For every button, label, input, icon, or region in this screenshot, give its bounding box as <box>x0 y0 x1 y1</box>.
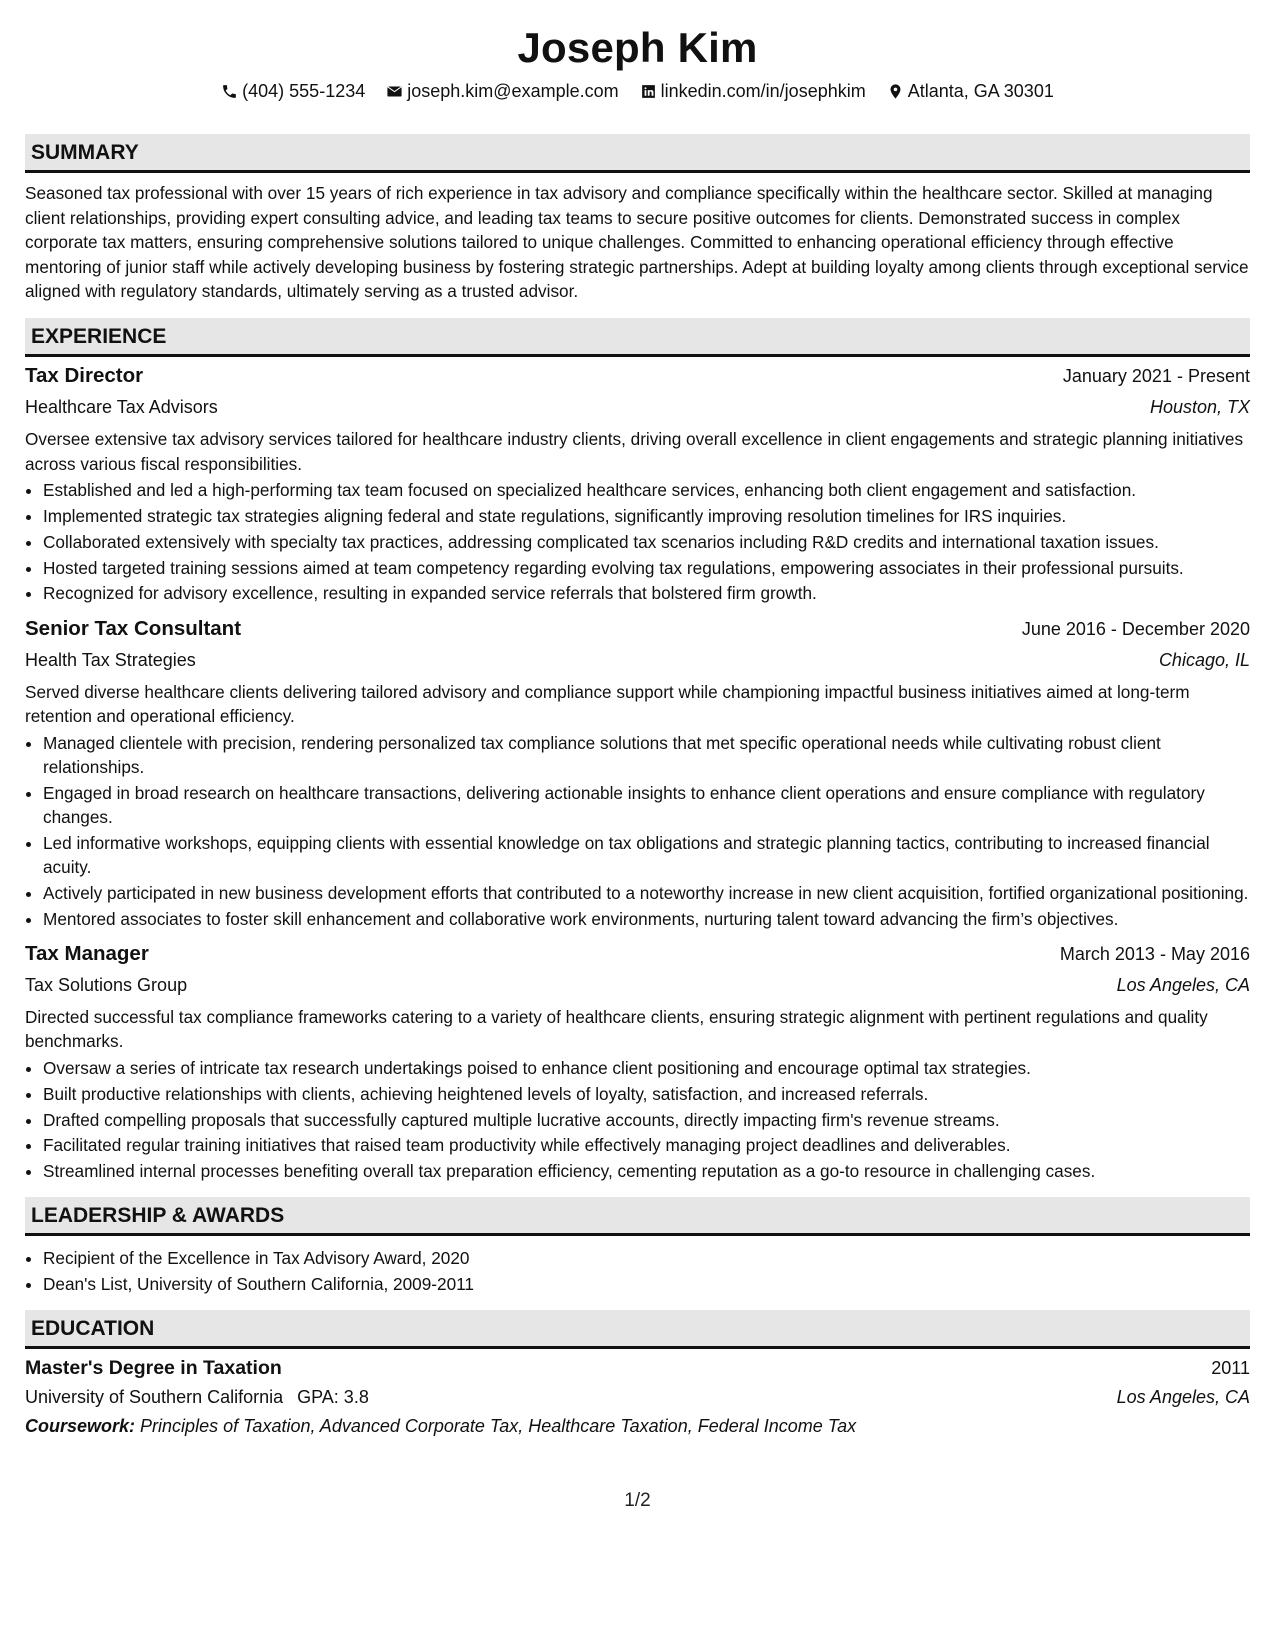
list-item: • Actively participated in new business development efforts that contributed to a noteworthy increase in new client acquisition, fortified organizational positioning. <box>43 881 1250 905</box>
summary-text: Seasoned tax professional with over 15 years of rich experience in tax advisory and compliance specifically within the healthcare sector. Skilled at managing client relationships, providing expert consulting advice, and leading tax teams to secure positive outcomes for clients. Demonstrated success in complex corporate tax matters, ensuring comprehensive solutions tailored to unique challenges. Committed to enhancing operational efficiency through effective mentoring of junior staff while actively developing business by fostering strategic partnerships. Adept at building loyalty among clients through exceptional service aligned with regulatory standards, ultimately serving as a trusted advisor. <box>25 183 1249 302</box>
linkedin-icon <box>640 83 657 100</box>
coursework-line <box>25 1411 1250 1441</box>
job-description: Directed successful tax compliance frameworks catering to a variety of healthcare clients, ensuring strategic alignment with pertinent regulations and quality benchmarks. <box>25 1006 1208 1052</box>
linkedin-text[interactable]: linkedin.com/in/josephkim <box>660 81 866 101</box>
job-description: Oversee extensive tax advisory services tailored for healthcare industry clients, driving overall excellence in client engagements and strategic planning initiatives across various fiscal responsibilities. <box>25 428 1244 474</box>
job-description: Served diverse healthcare clients delivering tailored advisory and compliance support while championing impactful business initiatives aimed at long-term retention and operational efficiency. <box>25 681 1190 727</box>
school-location: Los Angeles, CA <box>1116 1387 1250 1408</box>
phone-text: (404) 555-1234 <box>242 81 366 101</box>
job-entry <box>25 614 1250 931</box>
job-title: Tax Director <box>25 363 144 387</box>
job-location: Chicago, IL <box>1158 649 1250 670</box>
awards-list <box>25 1246 1250 1296</box>
list-item: • Oversaw a series of intricate tax research undertakings poised to enhance client positioning and encourage optimal tax strategies. <box>43 1056 1250 1080</box>
list-item: • Collaborated extensively with specialty tax practices, addressing complicated tax scenarios including R&D credits and international taxation issues. <box>43 530 1250 554</box>
phone-icon <box>221 83 238 100</box>
coursework-list: Principles of Taxation, Advanced Corporate Tax, Healthcare Taxation, Federal Income Tax <box>140 1416 857 1437</box>
job-title: Senior Tax Consultant <box>25 616 242 640</box>
job-dates: January 2021 - Present <box>1062 365 1250 386</box>
list-item: • Engaged in broad research on healthcare transactions, delivering actionable insights to enhance client operations and ensure compliance with regulatory changes. <box>43 781 1250 829</box>
job-company: Tax Solutions Group <box>25 974 188 995</box>
list-item: • Recognized for advisory excellence, resulting in expanded service referrals that bolstered firm growth. <box>43 581 1250 605</box>
list-item: • Managed clientele with precision, rendering personalized tax compliance solutions that met specific operational needs while cultivating robust client relationships. <box>43 731 1250 779</box>
job-company: Healthcare Tax Advisors <box>25 396 218 417</box>
gpa: GPA: 3.8 <box>297 1387 369 1408</box>
page-number: 1/2 <box>624 1490 651 1511</box>
list-item: • Dean's List, University of Southern California, 2009-2011 <box>43 1272 1250 1296</box>
section-heading-summary: SUMMARY <box>25 134 1250 173</box>
job-title: Tax Manager <box>25 941 149 965</box>
coursework-label: Coursework: <box>25 1416 136 1437</box>
job-dates: June 2016 - December 2020 <box>1021 618 1250 639</box>
list-item: • Built productive relationships with clients, achieving heightened levels of loyalty, satisfaction, and increased referrals. <box>43 1082 1250 1106</box>
job-bullets <box>25 1056 1250 1183</box>
job-dates: March 2013 - May 2016 <box>1059 943 1250 964</box>
resume-page <box>25 22 1250 1441</box>
list-item: • Streamlined internal processes benefiting overall tax preparation efficiency, cementing reputation as a go-to resource in challenging cases. <box>43 1159 1250 1183</box>
job-entry <box>25 939 1250 1184</box>
job-bullets <box>25 478 1250 605</box>
contact-location <box>887 78 1054 104</box>
education-entry <box>25 1353 1250 1441</box>
section-heading-leadership: LEADERSHIP & AWARDS <box>25 1197 1250 1236</box>
degree: Master's Degree in Taxation <box>25 1357 282 1380</box>
list-item: • Facilitated regular training initiatives that raised team productivity while effectively managing project deadlines and deliverables. <box>43 1133 1250 1157</box>
email-text[interactable]: joseph.kim@example.com <box>407 81 619 101</box>
list-item: • Hosted targeted training sessions aimed at team competency regarding evolving tax regulations, empowering associates in their professional pursuits. <box>43 556 1250 580</box>
contact-email[interactable] <box>386 78 618 104</box>
job-entry <box>25 361 1250 606</box>
graduation-year: 2011 <box>1211 1358 1250 1379</box>
section-heading-education: EDUCATION <box>25 1310 1250 1349</box>
list-item: • Implemented strategic tax strategies aligning federal and state regulations, significantly improving resolution timelines for IRS inquiries. <box>43 504 1250 528</box>
list-item: • Established and led a high-performing tax team focused on specialized healthcare services, enhancing both client engagement and satisfaction. <box>43 478 1250 502</box>
contact-phone <box>221 78 365 104</box>
candidate-name: Joseph Kim <box>517 24 758 71</box>
list-item: • Mentored associates to foster skill enhancement and collaborative work environments, nurturing talent toward advancing the firm’s objectives. <box>43 907 1250 931</box>
job-company: Health Tax Strategies <box>25 649 196 670</box>
section-heading-experience: EXPERIENCE <box>25 318 1250 357</box>
school-name: University of Southern California <box>25 1387 284 1408</box>
job-location: Los Angeles, CA <box>1116 974 1250 995</box>
job-bullets <box>25 731 1250 931</box>
contact-line <box>25 78 1250 104</box>
list-item: • Recipient of the Excellence in Tax Advisory Award, 2020 <box>43 1246 1250 1270</box>
list-item: • Drafted compelling proposals that successfully captured multiple lucrative accounts, directly impacting firm's revenue streams. <box>43 1108 1250 1132</box>
map-marker-icon <box>887 83 904 100</box>
list-item: • Led informative workshops, equipping clients with essential knowledge on tax obligations and strategic planning tactics, contributing to increased financial acuity. <box>43 831 1250 879</box>
contact-linkedin[interactable] <box>640 78 866 104</box>
job-location: Houston, TX <box>1149 396 1250 417</box>
envelope-icon <box>386 83 403 100</box>
location-text: Atlanta, GA 30301 <box>907 81 1054 101</box>
